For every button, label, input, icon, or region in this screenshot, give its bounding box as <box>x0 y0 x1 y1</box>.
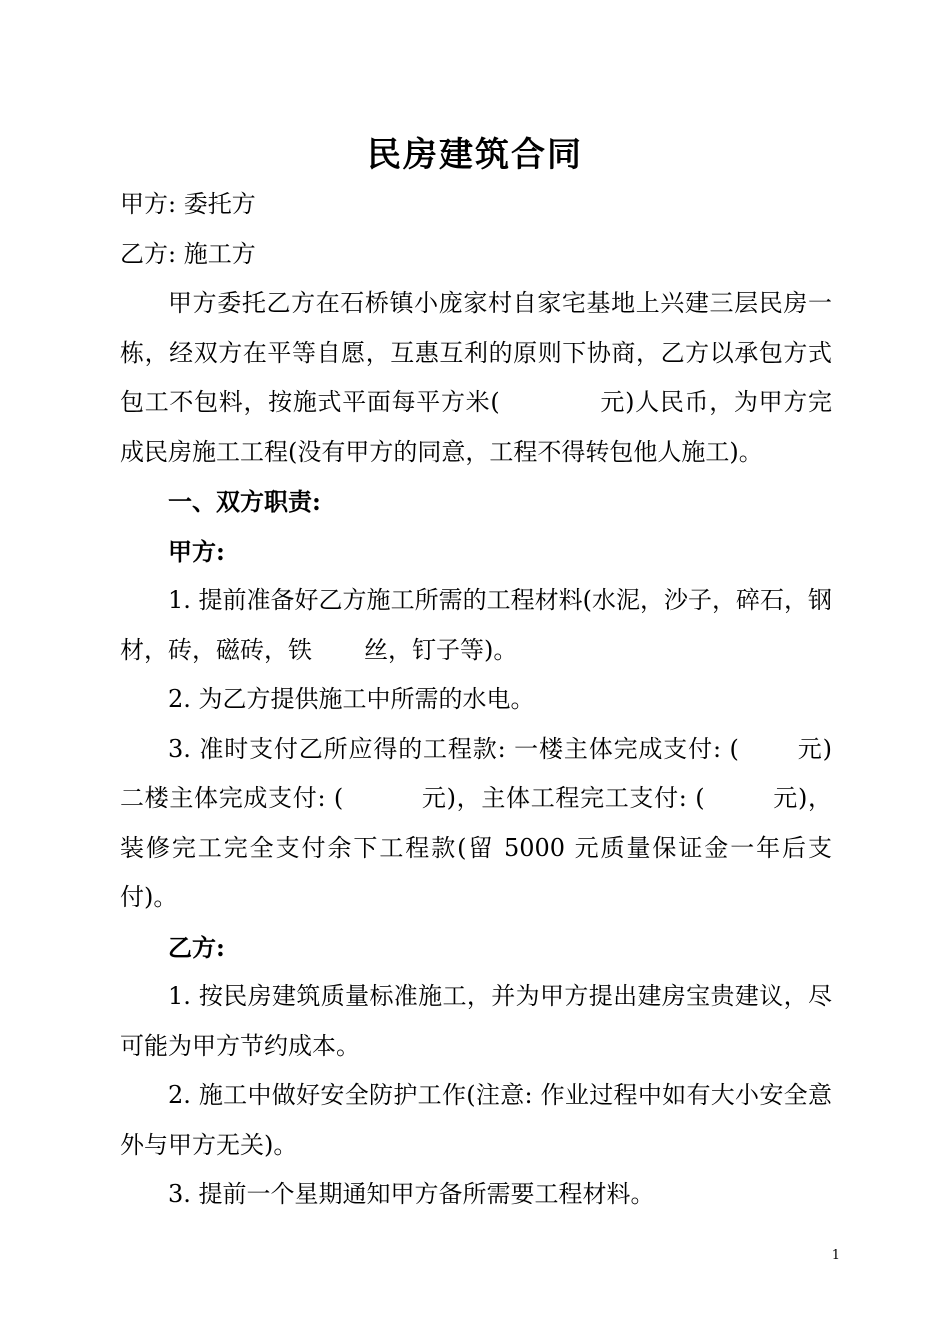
party-b-label: 乙方: <box>120 239 177 268</box>
party-a-duties-heading: 甲方: <box>168 536 225 566</box>
party-b-duty-3: 3. 提前一个星期通知甲方备所需要工程材料。 <box>168 1180 655 1208</box>
page-number: 1 <box>831 1248 840 1263</box>
party-a-duty-3-part3: 元)，主体工程完工支付: ( <box>421 784 705 812</box>
party-a-line <box>120 180 832 230</box>
party-b-value: 施工方 <box>183 239 256 268</box>
party-a-duty-3-part4: 元)，装修完工完全支付余下工程款(留 5000 元质量保证金一年后支付)。 <box>120 784 832 911</box>
party-a-duty-1 <box>120 576 832 675</box>
document-title: 民房建筑合同 <box>367 135 583 175</box>
party-a-duty-3-part2: 元)二楼主体完成支付: ( <box>120 734 832 812</box>
party-a-label: 甲方: <box>120 190 177 218</box>
party-a-duty-3 <box>120 725 832 923</box>
section-heading-duties: 一、双方职责: <box>168 487 321 516</box>
intro-text-part1: 甲方委托乙方在石桥镇小庞家村自家宅基地上兴建三层民房一栋，经双方在平等自愿，互惠互利的原则下协商，乙方以承包方式包工不包料，按施式平面每平方米( <box>120 289 832 416</box>
party-b-duty-2: 2. 施工中做好安全防护工作(注意: 作业过程中如有大小安全意外与甲方无关)。 <box>120 1081 832 1159</box>
document-body <box>120 180 832 1220</box>
party-b-duties-heading: 乙方: <box>168 932 225 962</box>
intro-paragraph <box>120 279 832 477</box>
party-b-line <box>120 230 832 280</box>
intro-text-part2: 元)人民币，为甲方完成民房施工工程(没有甲方的同意，工程不得转包他人施工)。 <box>120 388 832 466</box>
party-b-duty-1: 1. 按民房建筑质量标准施工，并为甲方提出建房宝贵建议，尽可能为甲方节约成本。 <box>120 982 832 1060</box>
party-a-duty-1-part1: 1. 提前准备好乙方施工所需的工程材料(水泥，沙子，碎石，钢材，砖，磁砖，铁 <box>120 586 832 664</box>
party-a-duty-3-part1: 3. 准时支付乙所应得的工程款: 一楼主体完成支付: ( <box>168 734 739 763</box>
party-a-duty-2: 2. 为乙方提供施工中所需的水电。 <box>168 685 535 713</box>
party-a-value: 委托方 <box>183 190 256 218</box>
party-a-duty-1-part2: 丝，钉子等)。 <box>364 635 518 664</box>
